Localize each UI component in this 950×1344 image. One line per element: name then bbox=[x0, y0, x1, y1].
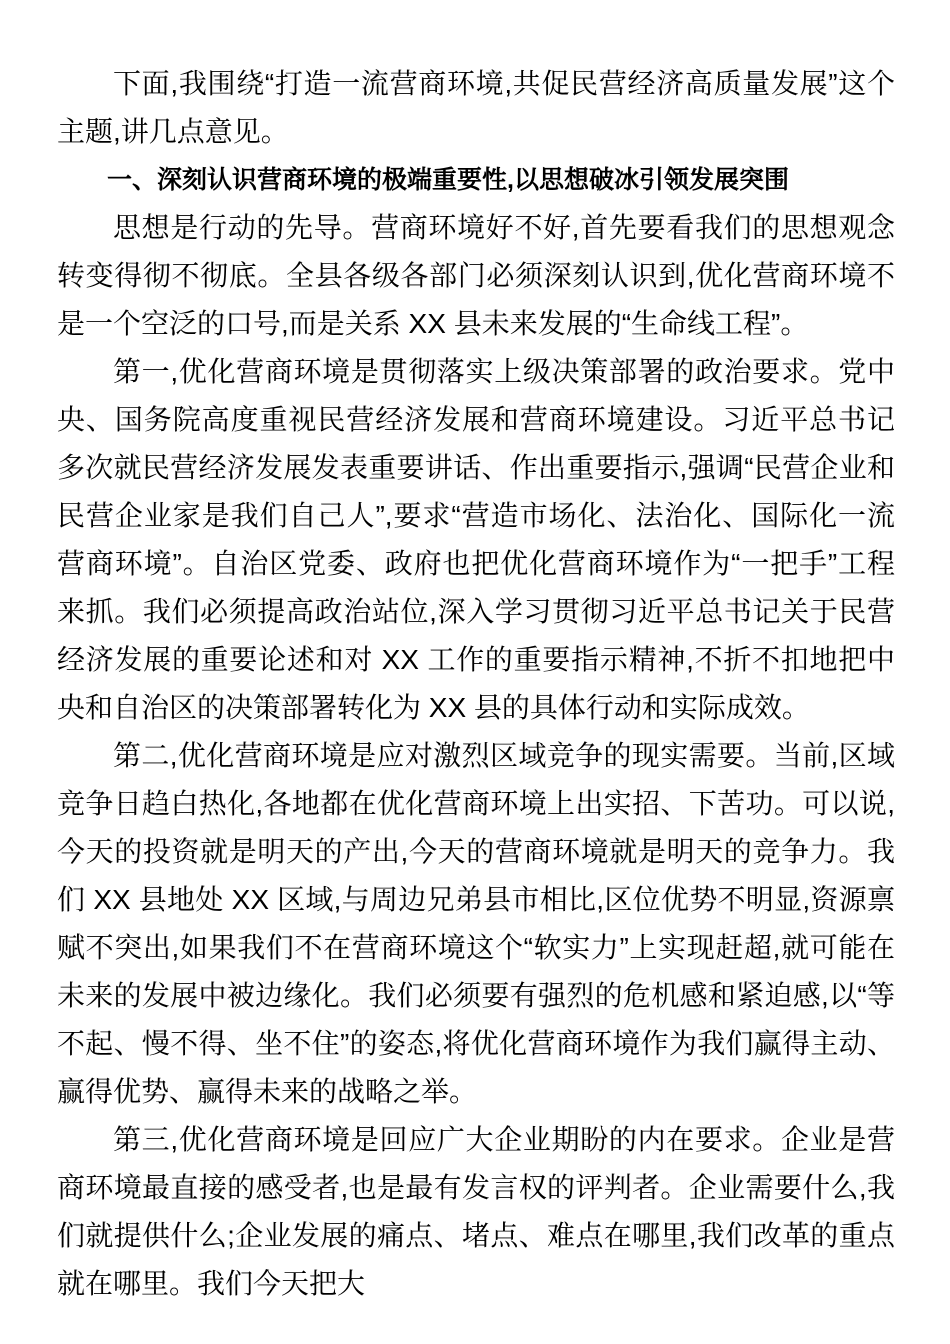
paragraph-point-two: 第二,优化营商环境是应对激烈区域竞争的现实需要。当前,区域竞争日趋白热化,各地都在优化营商环境上出实招、下苦功。可以说,今天的投资就是明天的产出,今天的营商环境就是明天的竞争力。我们 XX 县地处 XX 区域,与周边兄弟县市相比,区位优势不明显,资源禀赋不突出,如果我们不在营商环境这个“软实力”上实现赶超,就可能在未来的发展中被边缘化。我们必须要有强烈的危机感和紧迫感,以“等不起、慢不得、坐不住”的姿态,将优化营商环境作为我们赢得主动、赢得优势、赢得未来的战略之举。 bbox=[57, 740, 895, 1107]
intro-paragraph: 下面,我围绕“打造一流营商环境,共促民营经济高质量发展”这个主题,讲几点意见。 bbox=[57, 68, 895, 147]
paragraph-thought-leads-action: 思想是行动的先导。营商环境好不好,首先要看我们的思想观念转变得彻不彻底。全县各级各部门必须深刻认识到,优化营商环境不是一个空泛的口号,而是关系 XX 县未来发展的“生命线工程”。 bbox=[57, 212, 895, 339]
paragraph-point-one: 第一,优化营商环境是贯彻落实上级决策部署的政治要求。党中央、国务院高度重视民营经济发展和营商环境建设。习近平总书记多次就民营经济发展发表重要讲话、作出重要指示,强调“民营企业和民营企业家是我们自己人”,要求“营造市场化、法治化、国际化一流营商环境”。自治区党委、政府也把优化营商环境作为“一把手”工程来抓。我们必须提高政治站位,深入学习贯彻习近平总书记关于民营经济发展的重要论述和对 XX 工作的重要指示精神,不折不扣地把中央和自治区的决策部署转化为 XX 县的具体行动和实际成效。 bbox=[57, 356, 895, 723]
paragraph-point-three: 第三,优化营商环境是回应广大企业期盼的内在要求。企业是营商环境最直接的感受者,也是最有发言权的评判者。企业需要什么,我们就提供什么;企业发展的痛点、堵点、难点在哪里,我们改革的重点就在哪里。我们今天把大 bbox=[57, 1124, 895, 1299]
section-heading-1: 一、深刻认识营商环境的极端重要性,以思想破冰引领发展突围 bbox=[107, 166, 789, 194]
document-text-body bbox=[57, 60, 895, 1308]
